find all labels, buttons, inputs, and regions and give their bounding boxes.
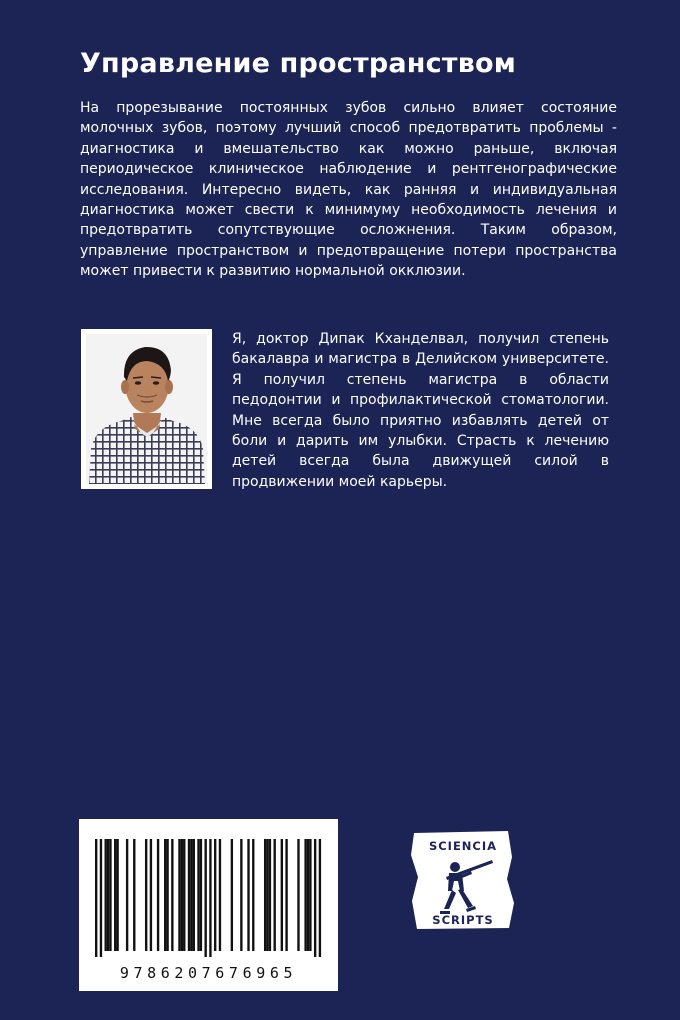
publisher-logo	[408, 829, 518, 931]
publisher-name-top: SCIENCIA	[428, 839, 498, 853]
barcode-bar	[105, 839, 107, 951]
barcode-bar	[247, 839, 249, 951]
isbn-barcode	[79, 819, 338, 991]
barcode-bar	[297, 839, 299, 951]
barcode-bar	[314, 839, 316, 957]
barcode-bar	[188, 839, 190, 951]
barcode-bar	[197, 839, 199, 951]
barcode-bar	[145, 839, 147, 951]
barcode-bar	[214, 839, 216, 951]
book-title: Управление пространством	[80, 48, 517, 79]
author-photo	[81, 329, 212, 489]
barcode-bar	[181, 839, 183, 951]
barcode-bar	[133, 839, 135, 951]
barcode-bar	[114, 839, 116, 951]
barcode-bar	[193, 839, 195, 951]
barcode-bar	[107, 839, 109, 951]
barcode-bar	[150, 839, 152, 951]
barcode-bar	[231, 839, 233, 951]
barcode-bar	[116, 839, 118, 951]
barcode-bars	[79, 819, 338, 959]
barcode-bar	[178, 839, 180, 951]
author-bio: Я, доктор Дипак Кханделвал, получил степень бакалавра и магистра в Делийском университете. Я получил степень магистра в области педодонтии и профилактической стоматологии. Мне всегда было приятно избавлять детей от боли и дарить им улыбки. Страсть к лечению детей всегда была движущей силой в продвижении моей карьеры.	[232, 331, 609, 490]
barcode-bar	[304, 839, 306, 951]
barcode-bar	[183, 839, 185, 951]
barcode-bar	[269, 839, 271, 951]
barcode-bar	[274, 839, 276, 951]
barcode-bar	[204, 839, 206, 957]
barcode-bar	[200, 839, 202, 951]
barcode-bar	[164, 839, 166, 951]
barcode-bar	[157, 839, 159, 951]
barcode-bar	[252, 839, 254, 951]
publisher-name-bottom: SCRIPTS	[432, 913, 494, 927]
barcode-bar	[281, 839, 283, 951]
barcode-bar	[219, 839, 221, 951]
barcode-bar	[166, 839, 168, 951]
barcode-bar	[309, 839, 311, 951]
book-description: На прорезывание постоянных зубов сильно влияет состояние молочных зубов, поэтому лучший способ предотвратить проблемы - диагностика и вмешательство как можно раньше, включая периодическое клиническое наблюдение и рентгенографические исследования. Интересно видеть, как ранняя и индивидуальная диагностика может свести к минимуму необходимость лечения и предотвратить сопутствующие осложнения. Таким образом, управление пространством и предотвращение потери пространства может привести к развитию нормальной окклюзии.	[80, 100, 617, 280]
barcode-bar	[266, 839, 268, 951]
barcode-bar	[285, 839, 287, 951]
barcode-bar	[240, 839, 242, 951]
barcode-bar	[100, 839, 102, 957]
barcode-bar	[109, 839, 111, 951]
isbn-number: 9786207676965	[119, 964, 298, 982]
barcode-bar	[95, 839, 97, 957]
barcode-bar	[171, 839, 173, 951]
barcode-bar	[307, 839, 309, 951]
barcode-bar	[190, 839, 192, 951]
barcode-bar	[209, 839, 211, 957]
barcode-bar	[264, 839, 266, 951]
barcode-bar	[126, 839, 128, 951]
barcode-bar	[319, 839, 321, 957]
